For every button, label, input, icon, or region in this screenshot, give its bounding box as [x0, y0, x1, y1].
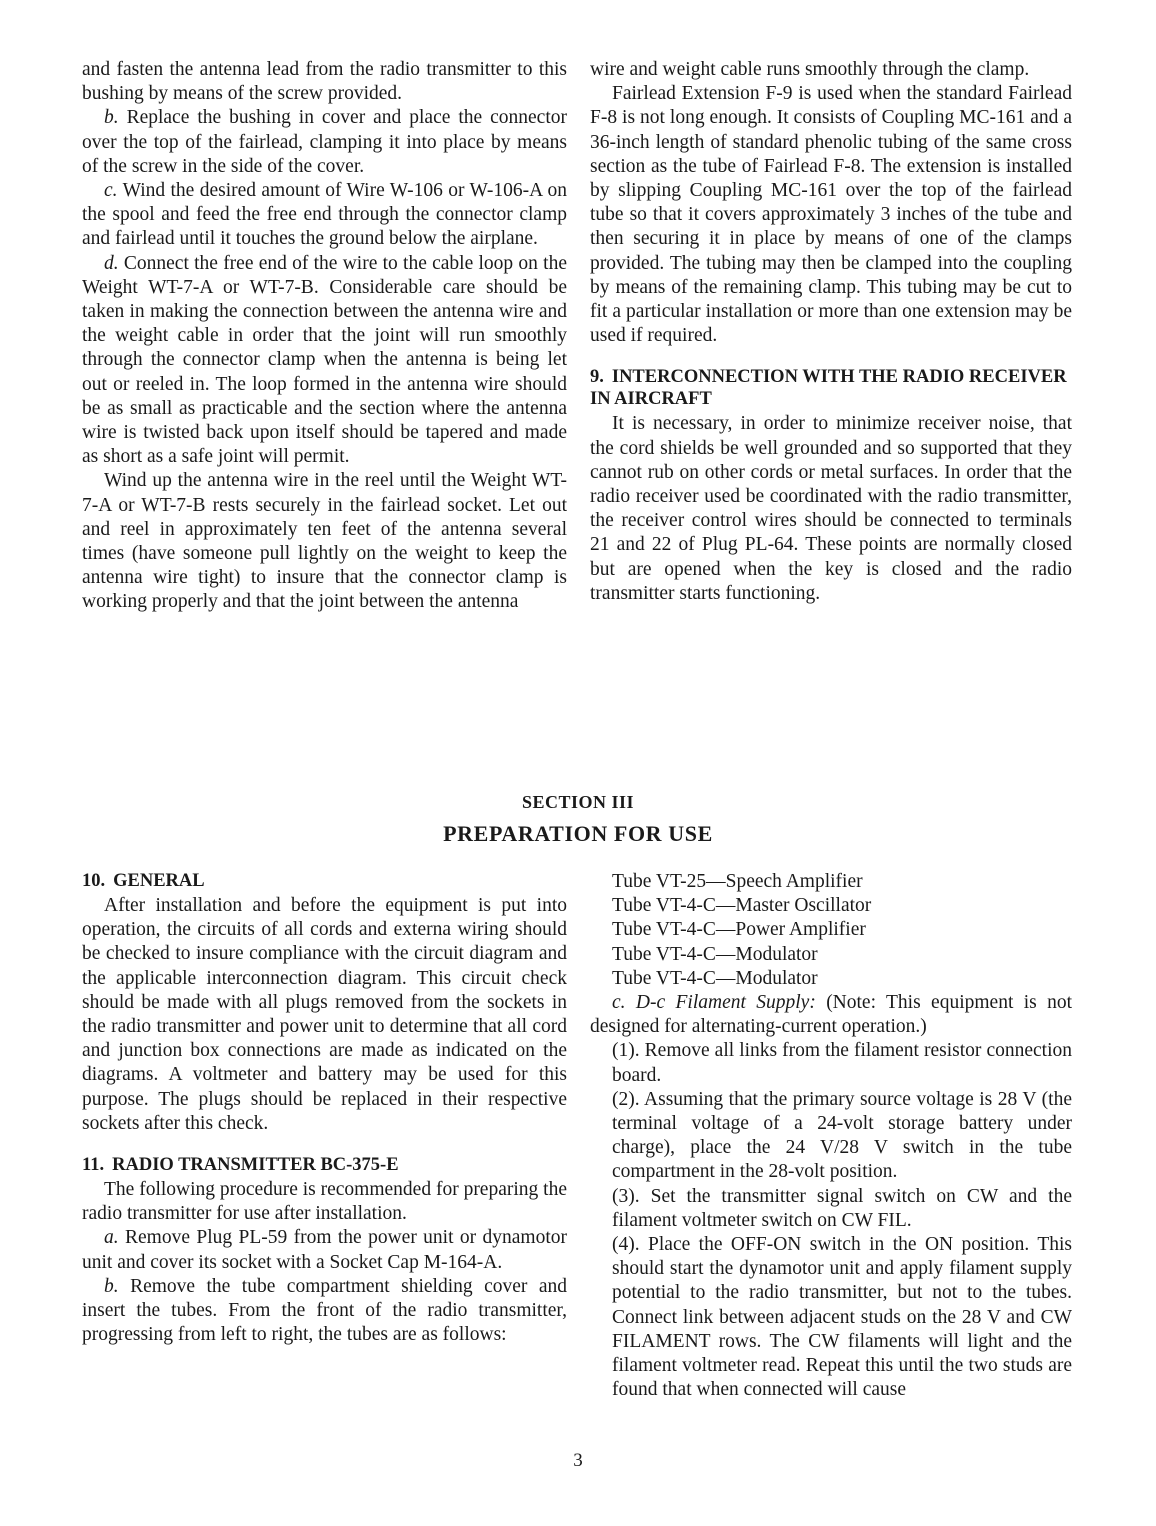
heading-10 [82, 870, 567, 892]
substep-1: (1). Remove all links from the filament resistor connection board. [612, 1040, 1072, 1086]
page-number: 3 [573, 1450, 583, 1471]
step-d-letter: d. [104, 252, 119, 274]
heading-9-number: 9. [590, 367, 604, 388]
heading-9-title: INTERCONNECTION WITH THE RADIO RECEIVER IN AIRCRAFT [590, 367, 1067, 410]
step-b-text: Replace the bushing in cover and place the connector over the top of the fairlead, clamping it into place by means of the screw in the side of the cover. [82, 107, 567, 177]
tube-list-item: Tube VT-4-C—Power Amplifier [612, 919, 866, 941]
paragraph-antenna-lead: and fasten the antenna lead from the radio transmitter to this bushing by means of the screw provided. [82, 59, 567, 105]
heading-10-number: 10. [82, 871, 106, 891]
substep-4: (4). Place the OFF-ON switch in the ON position. This should start the dynamotor unit and apply filament supply potential to the radio transmitter, but not to the tubes. Connect link between adjacent studs on the 28 V and CW FILAMENT rows. The CW filaments will light and the filament voltmeter read. Repeat this until the two studs are found that when connected will cause [612, 1234, 1072, 1401]
bottom-left-column [82, 870, 567, 1347]
step-c-text: Wind the desired amount of Wire W-106 or W-106-A on the spool and feed the free end through the connector clamp and fairlead until it touches the ground below the airplane. [82, 180, 567, 250]
substep-2: (2). Assuming that the primary source voltage is 28 V (the terminal voltage of a 24-volt storage battery under charge), place the 24 V/28 V switch in the tube compartment in the 28-volt position. [612, 1088, 1072, 1183]
paragraph-interconnection: It is necessary, in order to minimize receiver noise, that the cord shields be well grounded and so supported that they cannot rub on other cords or metal surfaces. In order that the radio receiver used be coordinated with the radio transmitter, the receiver control wires should be connected to terminals 21 and 22 of Plug PL-64. These points are normally closed but are opened when the key is closed and the radio transmitter starts functioning. [590, 413, 1072, 604]
paragraph-procedure: The following procedure is recommended for preparing the radio transmitter for use after installation. [82, 1179, 567, 1225]
step-d-text: Connect the free end of the wire to the cable loop on the Weight WT-7-A or WT-7-B. Considerable care should be taken in making the connection between the antenna wire and the weight cable in order that the joint will run smoothly through the connector clamp when the antenna is being let out or reeled in. The loop formed in the antenna wire should be as small as practicable and the section where the antenna wire is twisted back upon itself should be tapered and made as short as a safe joint will permit. [82, 252, 567, 468]
step-b-tubes [82, 1275, 567, 1348]
section-title: PREPARATION FOR USE [443, 821, 713, 846]
step-c-filament-text: (Note: This equipment is not designed for alternating-current operation.) [590, 992, 1073, 1038]
section-label: SECTION III [521, 792, 635, 812]
top-right-column [590, 58, 1072, 606]
step-a [82, 1226, 567, 1274]
substep-3: (3). Set the transmitter signal switch on CW and the filament voltmeter switch on CW FIL. [612, 1185, 1072, 1231]
heading-11-title: RADIO TRANSMITTER BC-375-E [112, 1155, 399, 1176]
tube-list-item: Tube VT-4-C—Modulator [612, 967, 818, 989]
bottom-right-column [590, 870, 1072, 1402]
step-b-tubes-letter: b. [104, 1275, 119, 1297]
step-d [82, 252, 567, 470]
step-c-filament-lead: c. D-c Filament Supply: [612, 992, 816, 1014]
heading-11 [82, 1154, 567, 1176]
heading-9 [590, 366, 1072, 410]
paragraph-wind-up: Wind up the antenna wire in the reel until the Weight WT-7-A or WT-7-B rests securely in the fairlead socket. Let out and reel in approximately ten feet of the antenna several times (have someone pull lightly on the weight to keep the antenna wire tight) to insure that the connector clamp is working properly and that the joint between the antenna [82, 470, 567, 613]
heading-10-title: GENERAL [113, 871, 205, 891]
step-b-letter: b. [104, 107, 119, 129]
paragraph-fairlead-extension: Fairlead Extension F-9 is used when the standard Fairlead F-8 is not long enough. It consists of Coupling MC-161 and a 36-inch length of standard phenolic tubing of the same cross section as the tube of Fairlead F-8. The extension is installed by slipping Coupling MC-161 over the top of the fairlead tube so that it covers approximately 3 inches of the tube and then securing it in place by means of one of the clamps provided. The tubing may then be clamped into the coupling by means of the remaining clamp. This tubing may be cut to fit a particular installation or more than one extension may be used if required. [590, 83, 1072, 347]
step-a-letter: a. [104, 1227, 119, 1249]
step-b-tubes-text: Remove the tube compartment shielding cover and insert the tubes. From the front of the radio transmitter, progressing from left to right, the tubes are as follows: [82, 1275, 567, 1346]
paragraph-general: After installation and before the equipment is put into operation, the circuits of all cords and externa wiring should be checked to insure compliance with the circuit diagram and the applicable interconnection diagram. This circuit check should be made with all plugs removed from the sockets in the radio transmitter and power unit to determine that all cord and junction box connections are made as indicated on the diagrams. A voltmeter and battery may be used for this purpose. The plugs should be replaced in their respective sockets after this check. [82, 895, 567, 1134]
step-a-text: Remove Plug PL-59 from the power unit or dynamotor unit and cover its socket with a Socket Cap M-164-A. [82, 1227, 567, 1273]
section-heading [0, 792, 1156, 847]
step-b [82, 106, 567, 179]
step-c-letter: c. [104, 180, 118, 202]
heading-11-number: 11. [82, 1155, 105, 1176]
top-left-column [82, 58, 567, 615]
tube-list-item: Tube VT-4-C—Modulator [612, 943, 818, 965]
step-c [82, 179, 567, 252]
tube-list-item: Tube VT-4-C—Master Oscillator [612, 895, 872, 917]
tube-list-item: Tube VT-25—Speech Amplifier [612, 871, 863, 892]
paragraph-clamp: wire and weight cable runs smoothly through the clamp. [590, 59, 1030, 80]
step-c-filament [590, 991, 1072, 1039]
